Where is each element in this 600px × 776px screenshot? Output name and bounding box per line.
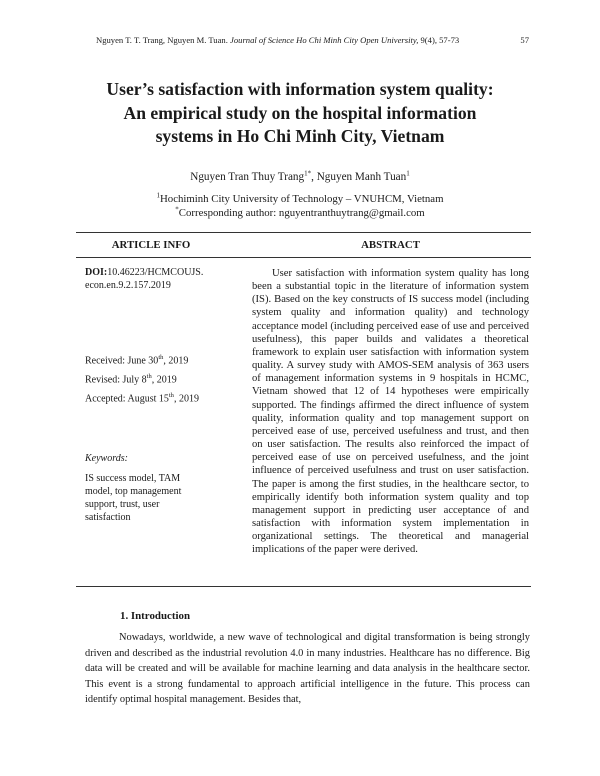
abstract-heading: ABSTRACT xyxy=(361,239,420,251)
received-sup: th xyxy=(158,354,164,361)
accepted-year: , 2019 xyxy=(173,393,199,405)
accepted-label: Accepted: August 15 xyxy=(85,393,169,405)
keywords-list xyxy=(85,473,181,525)
received-date xyxy=(85,352,188,368)
running-header-citation xyxy=(96,35,459,45)
doi-label: DOI: xyxy=(85,267,108,278)
author-name: Nguyen Tran Thuy Trang xyxy=(190,171,305,183)
author-separator: , xyxy=(311,171,317,183)
keywords-line: support, trust, user xyxy=(85,498,160,510)
doi-value: econ.en.9.2.157.2019 xyxy=(85,279,171,291)
bottom-rule xyxy=(76,586,531,587)
paper-title xyxy=(60,78,540,149)
keywords-line: IS success model, TAM xyxy=(85,473,181,484)
received-year: , 2019 xyxy=(163,355,189,367)
title-line: An empirical study on the hospital information xyxy=(123,102,477,123)
title-line: systems in Ho Chi Minh City, Vietnam xyxy=(155,126,445,146)
title-line: User’s satisfaction with information system quality: xyxy=(106,79,494,99)
top-rule xyxy=(76,232,531,233)
revised-year: , 2019 xyxy=(151,374,177,386)
affiliation xyxy=(60,193,540,205)
author-name: Nguyen Manh Tuan xyxy=(316,171,407,183)
accepted-sup: th xyxy=(168,392,174,399)
doi-value: 10.46223/HCMCOUJS. xyxy=(107,267,204,278)
doi-block xyxy=(85,267,203,293)
introduction-heading: 1. Introduction xyxy=(120,610,190,622)
revised-sup: th xyxy=(146,373,152,380)
revised-date xyxy=(85,371,177,387)
header-journal: Journal of Science Ho Chi Minh City Open University, xyxy=(230,35,419,45)
author-mark: 1* xyxy=(304,169,312,178)
affiliation-mark: 1 xyxy=(156,191,160,200)
received-label: Received: June 30 xyxy=(85,355,159,367)
affiliation-text: Hochiminh City University of Technology – VNUHCM, Vietnam xyxy=(160,193,444,205)
corresponding-text: Corresponding author: nguyentranthuytrang@gmail.com xyxy=(178,207,425,219)
header-volume: 9(4), 57-73 xyxy=(420,35,460,45)
introduction-text: Nowadays, worldwide, a new wave of technological and digital transformation is being strongly driven and described as the industrial revolution 4.0 in many industries. Healthcare has no difference. Big data will be created and will be available for machine learning and data analysis in the healthcare sector. This event is a strong fundamental to approach artificial intelligence in the future. This process can identify optimal hospital management. Besides that, xyxy=(85,632,530,706)
header-authors: Nguyen T. T. Trang, Nguyen M. Tuan. xyxy=(96,35,228,45)
keywords-label: Keywords: xyxy=(85,453,128,464)
corresponding-mark: * xyxy=(175,205,179,214)
author-mark: 1 xyxy=(406,169,410,178)
abstract-text: User satisfaction with information system quality has long been a substantial topic in the literature of information system (IS). Based on the key constructs of IS success model (including system quality and information quality) and technology acceptance model (including perceived ease of use and perceived usefulness), this paper builds and validates a theoretical framework to explain user satisfaction with information system quality. A survey study with AMOS-SEM analysis of 363 users of management information systems in 9 hospitals in HCMC, Vietnam showed that 12 of 14 hypotheses were empirically supported. The findings affirmed the direct influence of system quality, information quality and top management support on perceived ease of use, perceived usefulness and trust, and then on user satisfaction. The results also reinforced the impact of perceived ease of use on perceived usefulness, and the joint influence of perceived usefulness and trust on user satisfaction. The paper is among the first studies, in the healthcare sector, to empirically identify both information system quality and top management support in predicting user acceptance of and satisfaction with information system implementation in organizational settings. The theoretical and managerial implications of the paper were derived. xyxy=(252,268,529,556)
heading-rule xyxy=(76,257,531,258)
running-header xyxy=(96,35,529,45)
page-number: 57 xyxy=(520,35,529,45)
corresponding-author xyxy=(60,207,540,219)
accepted-date xyxy=(85,390,199,406)
revised-label: Revised: July 8 xyxy=(85,374,147,386)
keywords-line: model, top management xyxy=(85,485,182,497)
article-info-heading: ARTICLE INFO xyxy=(111,239,191,251)
author-list xyxy=(60,171,540,183)
keywords-line: satisfaction xyxy=(85,511,131,523)
